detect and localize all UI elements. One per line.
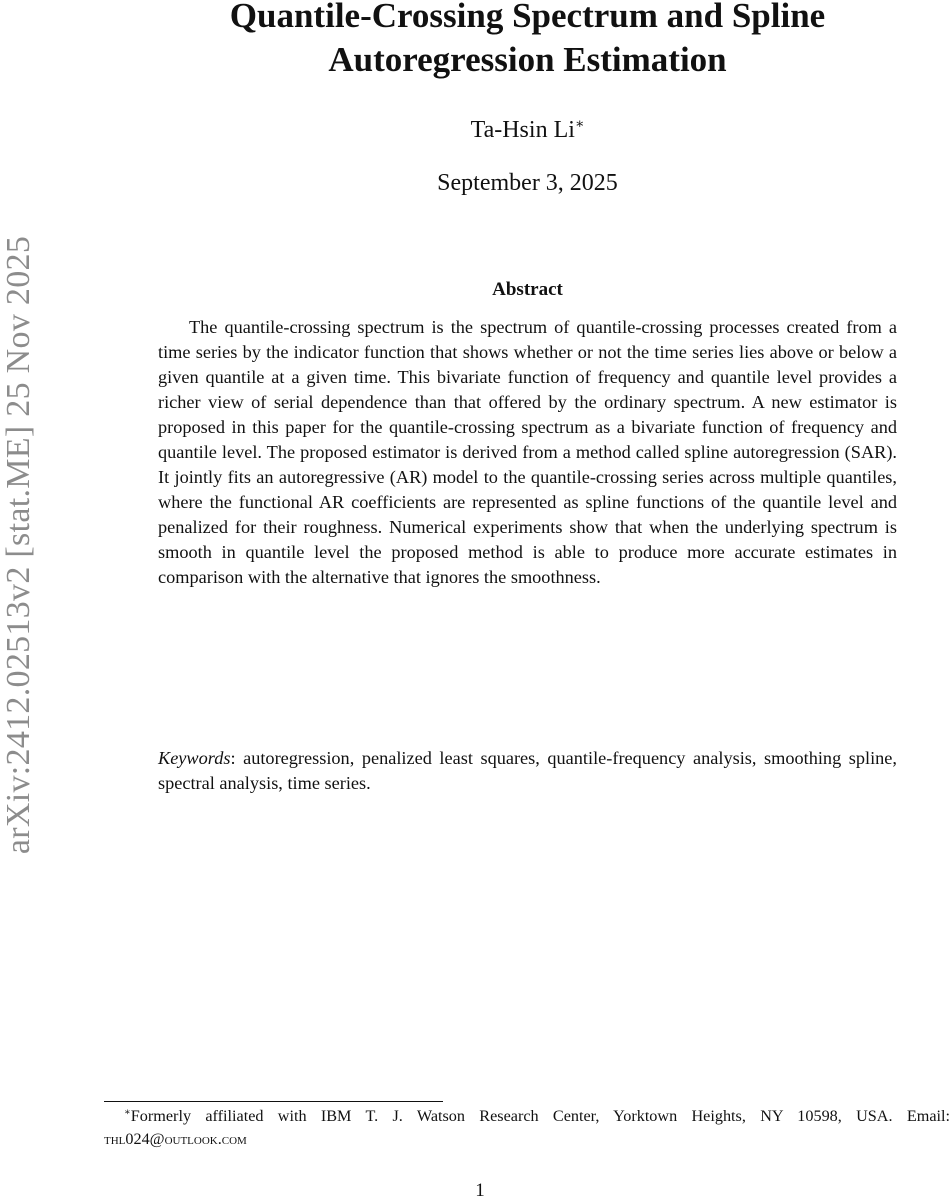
author-footnote-mark: ∗ xyxy=(574,117,585,132)
paper-title xyxy=(60,0,950,82)
author-line xyxy=(60,116,950,144)
footnote-mark: ∗ xyxy=(124,1107,131,1118)
abstract-body: The quantile-crossing spectrum is the spectrum of quantile-crossing processes created from a time series by the indicator function that shows whether or not the time series lies above or below a given quantile at a given time. This bivariate function of frequency and quantile level provides a richer view of serial dependence than that offered by the ordinary spectrum. A new estimator is proposed in this paper for the quantile-crossing spectrum as a bivariate function of frequency and quantile level. The proposed estimator is derived from a method called spline autoregression (SAR). It jointly fits an autoregressive (AR) model to the quantile-crossing series across multiple quantiles, where the functional AR coefficients are represented as spline functions of the quantile level and penalized for their roughness. Numerical experiments show that when the underlying spectrum is smooth in quantile level the proposed method is able to produce more accurate estimates in comparison with the alternative that ignores the smoothness. xyxy=(158,317,897,587)
footnote-text: Formerly affiliated with IBM T. J. Watson Research Center, Yorktown Heights, NY 10598, USA. Email: xyxy=(130,1107,950,1125)
keywords-text: autoregression, penalized least squares, quantile-frequency analysis, smoothing spline, spectral analysis, time series. xyxy=(158,748,897,793)
keywords-label: Keywords xyxy=(158,748,231,768)
arxiv-identifier-stamp: arXiv:2412.02513v2 [stat.ME] 25 Nov 2025 xyxy=(0,235,37,855)
paper-title-line-2: Autoregression Estimation xyxy=(328,40,727,79)
keywords-separator: : xyxy=(230,748,236,768)
footnote-email[interactable]: thl024@outlook.com xyxy=(104,1130,247,1148)
footnote xyxy=(104,1105,950,1151)
keywords-paragraph xyxy=(158,746,897,796)
page-number: 1 xyxy=(475,1180,485,1201)
abstract-heading: Abstract xyxy=(492,279,563,300)
paper-date: September 3, 2025 xyxy=(437,170,618,196)
paper-title-line-1: Quantile-Crossing Spectrum and Spline xyxy=(229,0,826,35)
author-name: Ta-Hsin Li xyxy=(470,117,575,143)
footnote-divider xyxy=(104,1101,443,1102)
